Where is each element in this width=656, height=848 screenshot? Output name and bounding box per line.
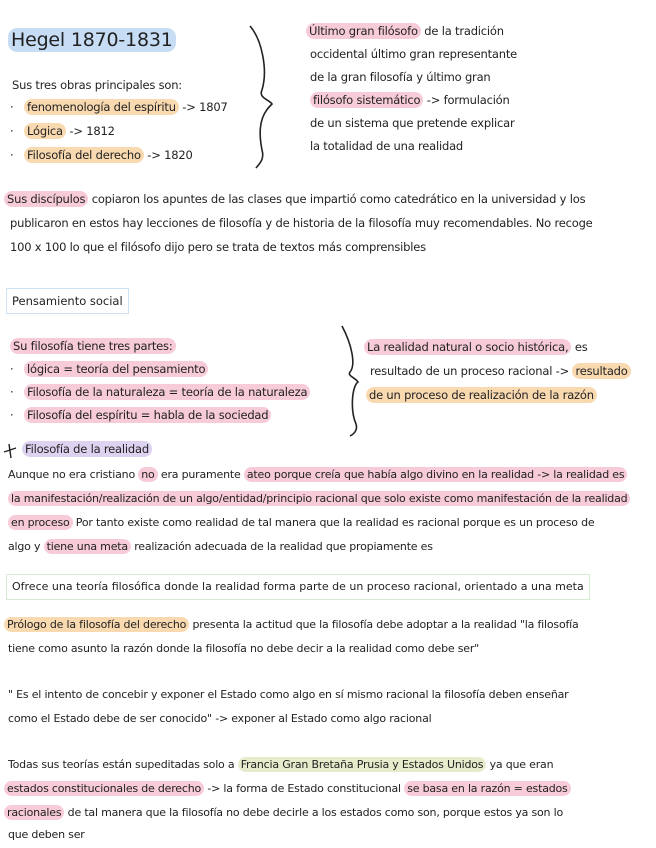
reality-result-line: de un proceso de realización de la razón xyxy=(366,384,597,406)
curly-brace-middle xyxy=(342,326,358,436)
reality-label: Filosofía de la realidad xyxy=(22,438,152,460)
theories-line: que deben ser xyxy=(8,828,85,841)
part-item: · lógica = teoría del pensamiento xyxy=(10,358,208,380)
work-item: · Filosofía del derecho -> 1820 xyxy=(10,148,193,162)
title-text: Hegel 1870-1831 xyxy=(8,28,176,52)
prologue-line: Prólogo de la filosofía del derecho presenta la actitud que la filosofía debe adoptar a la realidad "la filosofía xyxy=(4,614,579,636)
hegel-description-line: filósofo sistemático -> formulación xyxy=(310,89,510,111)
disciples-line: Sus discípulos copiaron los apuntes de las clases que impartió como catedrático en la universidad y los xyxy=(4,188,585,210)
parts-title: Su filosofía tiene tres partes: xyxy=(10,335,176,357)
reality-paragraph-line: Aunque no era cristiano no era puramente ateo porque creía que había algo divino en la realidad -> la realidad es xyxy=(8,464,627,486)
hegel-description-line: de la gran filosofía y último gran xyxy=(310,70,491,84)
theories-line: racionales de tal manera que la filosofía no debe decirle a los estados como son, porque estos ya son lo xyxy=(4,802,563,824)
work-item: · Lógica -> 1812 xyxy=(10,124,115,138)
prologue-line: tiene como asunto la razón donde la filosofía no debe decir a la realidad como debe ser" xyxy=(8,642,480,655)
disciples-line: 100 x 100 lo que el filósofo dijo pero se trata de textos más comprensibles xyxy=(10,240,426,254)
disciples-line: publicaron en estos hay lecciones de filosofía y de historia de la filosofía muy recomendables. No recoge xyxy=(10,216,593,230)
theories-line: estados constitucionales de derecho -> la forma de Estado constitucional se basa en la razón = estados xyxy=(4,778,571,800)
page-title xyxy=(8,26,176,54)
part-item: · Filosofía de la naturaleza = teoría de la naturaleza xyxy=(10,381,310,403)
pencil-mark-icon xyxy=(4,444,16,458)
hegel-description-line: la totalidad de una realidad xyxy=(310,139,464,153)
reality-paragraph-line: en proceso Por tanto existe como realidad de tal manera que la realidad es racional porque es un proceso de xyxy=(8,512,594,534)
part-item: · Filosofía del espíritu = habla de la sociedad xyxy=(10,404,271,426)
works-intro: Sus tres obras principales son: xyxy=(12,78,182,92)
reality-paragraph-line: la manifestación/realización de un algo/entidad/principio racional que solo existe como manifestación de la realidad xyxy=(8,488,630,510)
hegel-description-line: occidental último gran representante xyxy=(310,47,518,61)
reality-result-line: resultado de un proceso racional -> resultado xyxy=(370,360,631,382)
theories-line: Todas sus teorías están supeditadas solo a Francia Gran Bretaña Prusia y Estados Unidos ya que eran xyxy=(8,758,554,771)
section-label-pensamiento-social: Pensamiento social xyxy=(6,288,129,314)
work-item: · fenomenología del espíritu -> 1807 xyxy=(10,100,228,114)
hegel-description-line: de un sistema que pretende explicar xyxy=(310,116,515,130)
quote-line: " Es el intento de concebir y exponer el Estado como algo en sí mismo racional la filosofía deben enseñar xyxy=(8,688,569,701)
summary-box: Ofrece una teoría filosófica donde la realidad forma parte de un proceso racional, orientado a una meta xyxy=(6,574,590,600)
reality-paragraph-line: algo y tiene una meta realización adecuada de la realidad que propiamente es xyxy=(8,540,433,553)
hegel-description-line: Último gran filósofo de la tradición xyxy=(306,20,504,42)
quote-line: como el Estado debe de ser conocido" -> exponer al Estado como algo racional xyxy=(8,712,432,725)
curly-brace-top xyxy=(250,26,272,168)
reality-result-line: La realidad natural o socio histórica, es xyxy=(364,336,588,358)
